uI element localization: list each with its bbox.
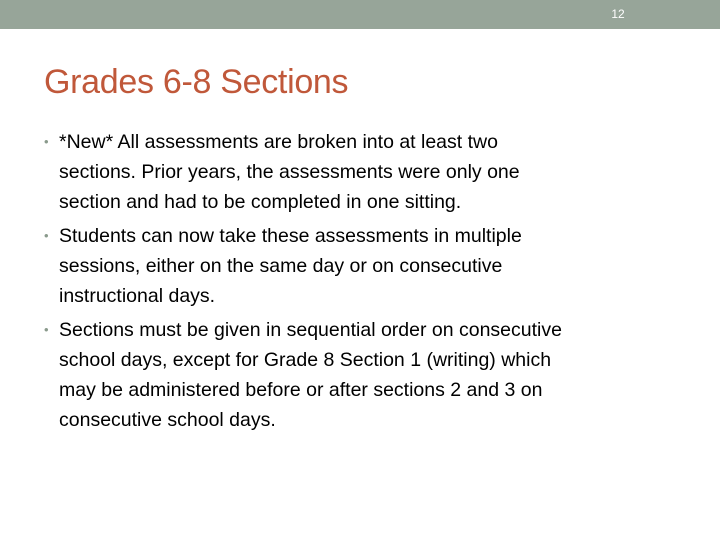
bullet-text-line: *New* All assessments are broken into at least two xyxy=(59,131,498,153)
bullet-text-line: section and had to be completed in one sitting. xyxy=(59,191,462,213)
bullet-marker: • xyxy=(44,228,49,243)
slide-title: Grades 6-8 Sections xyxy=(44,63,349,101)
bullet-text-line: may be administered before or after sections 2 and 3 on xyxy=(59,379,543,401)
bullet-text-line: Sections must be given in sequential order on consecutive xyxy=(59,319,562,341)
bullet-marker: • xyxy=(44,322,49,337)
bullet-text-line: school days, except for Grade 8 Section 1 (writing) which xyxy=(59,349,552,371)
slide-number: 12 xyxy=(611,7,625,21)
bullet-text-line: sections. Prior years, the assessments were only one xyxy=(59,161,520,183)
bullet-text-line: sessions, either on the same day or on consecutive xyxy=(59,255,503,277)
bullet-marker: • xyxy=(44,134,49,149)
bullet-text-line: instructional days. xyxy=(59,285,216,307)
bullet-text-line: Students can now take these assessments in multiple xyxy=(59,225,522,247)
top-bar xyxy=(0,0,720,29)
bullet-text-line: consecutive school days. xyxy=(59,409,276,431)
